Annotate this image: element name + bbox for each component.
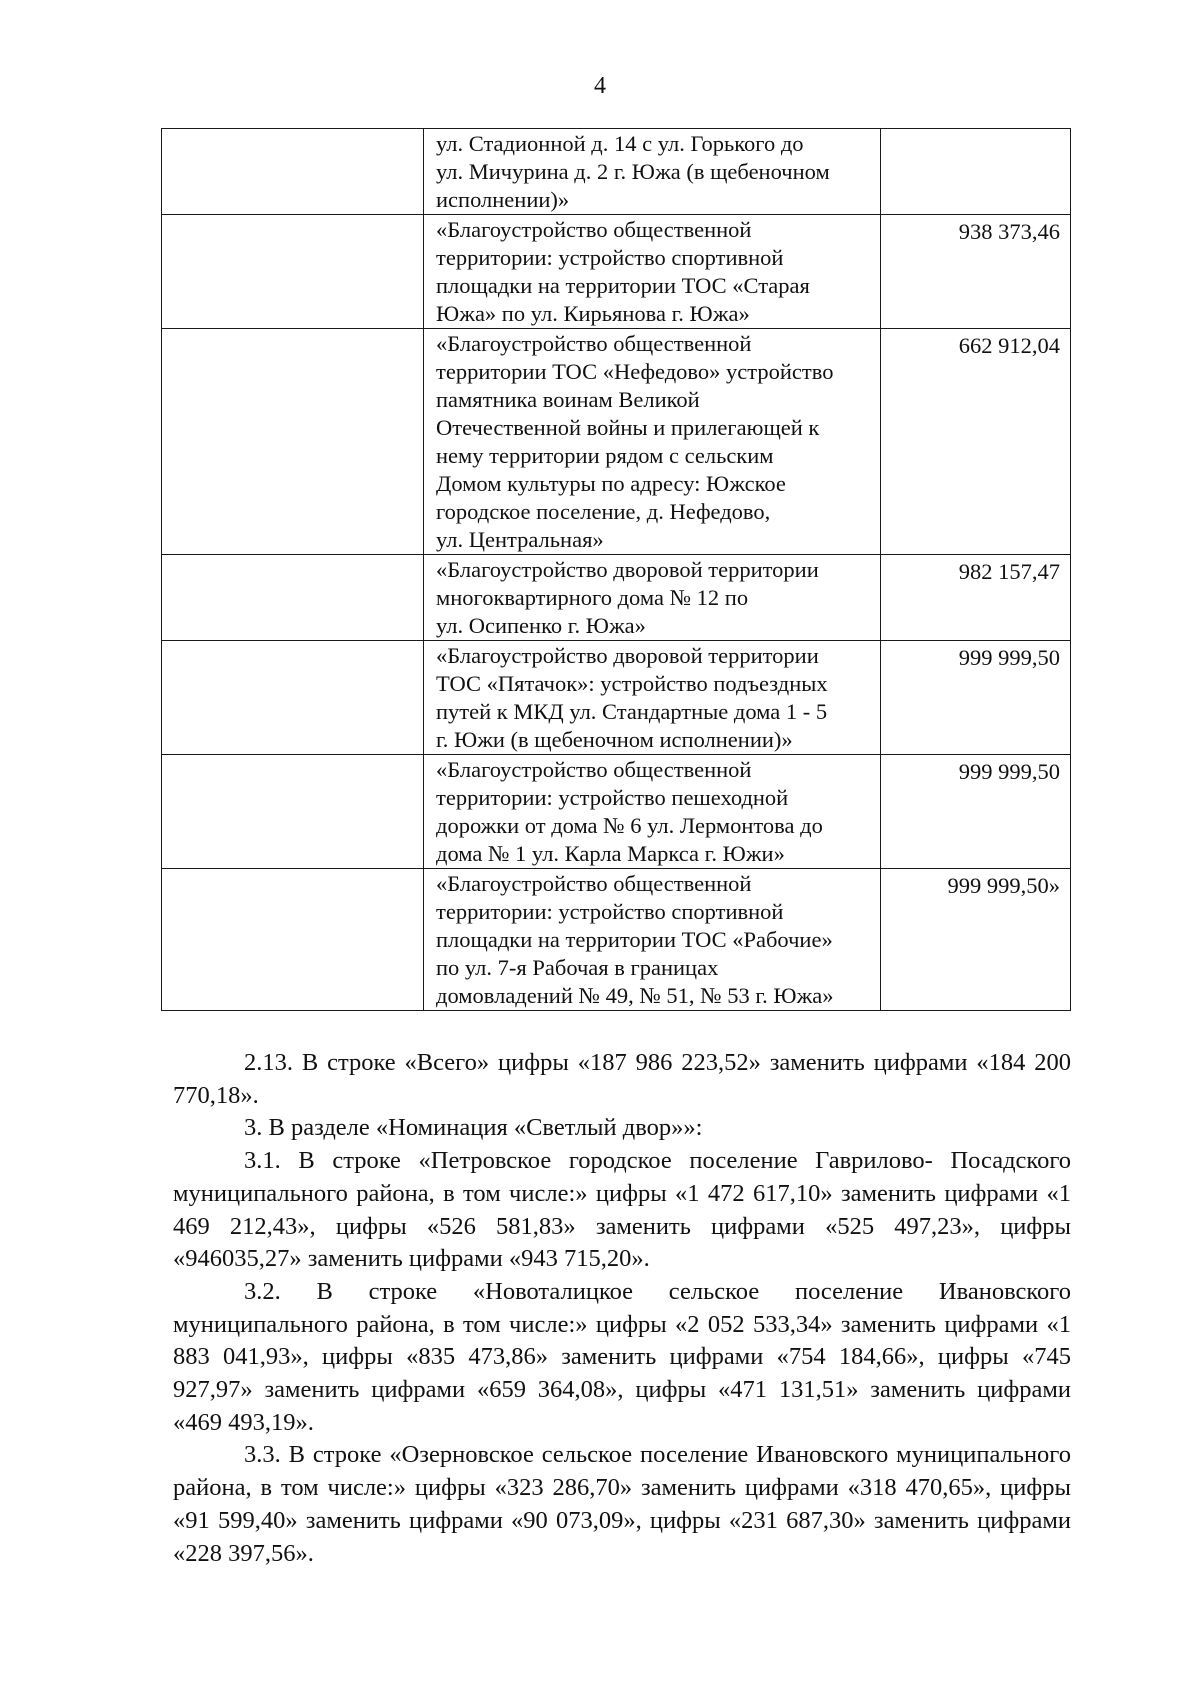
amendment-paragraph: [173, 1112, 1071, 1145]
funding-table: [161, 128, 1071, 1011]
description-line: по ул. 7-я Рабочая в границах: [436, 955, 719, 980]
paragraph-line: цифрами «318 470,65», цифры «91 599,40» заменить цифрами: [173, 1474, 1071, 1534]
paragraph-line: 3.1. В строке «Петровское городское поселение Гаврилово-: [244, 1147, 933, 1175]
paragraph-line: 2.13. В строке «Всего» цифры «187 986 223,52» заменить цифрами: [244, 1049, 968, 1076]
paragraph-line: 3.2. В строке «Новоталицкое сельское поселение Ивановского: [244, 1277, 1071, 1305]
description-line: дорожки от дома № 6 ул. Лермонтова до: [436, 813, 823, 838]
amount-cell: 999 999,50: [881, 641, 1071, 755]
paragraph-line: муниципального района, в том числе:» цифры «323 286,70» заменить: [173, 1441, 1071, 1502]
paragraph-line: «90 073,09», цифры «231 687,30» заменить цифрами «228 397,56».: [173, 1506, 1071, 1567]
amount-cell: [881, 129, 1071, 215]
amendment-text: [173, 1047, 1071, 1570]
project-description-cell: [424, 215, 881, 329]
table-row: [162, 555, 1071, 641]
project-description-cell: [424, 329, 881, 555]
paragraph-line: цифрами «1 883 041,93», цифры «835 473,86» заменить цифрами: [173, 1310, 1071, 1371]
description-line: ТОС «Пятачок»: устройство подъездных: [436, 671, 828, 696]
description-line: территории: устройство пешеходной: [436, 785, 789, 810]
amount-cell: 662 912,04: [881, 329, 1071, 555]
description-line: домовладений № 49, № 51, № 53 г. Южа»: [436, 983, 834, 1008]
description-line: площадки на территории ТОС «Старая: [436, 273, 810, 298]
description-line: многоквартирного дома № 12 по: [436, 585, 749, 610]
description-line: городское поселение, д. Нефедово,: [436, 499, 771, 524]
description-line: путей к МКД ул. Стандартные дома 1 - 5: [436, 699, 828, 724]
description-line: «Благоустройство общественной: [436, 331, 752, 356]
amendment-paragraph: [173, 1439, 1071, 1570]
table-row: [162, 329, 1071, 555]
empty-cell: [162, 641, 424, 755]
description-line: нему территории рядом с сельским: [436, 443, 774, 468]
description-line: Домом культуры по адресу: Южское: [436, 471, 786, 496]
empty-cell: [162, 329, 424, 555]
paragraph-line: муниципального района, в том числе:» цифры «2 052 533,34» заменить: [173, 1310, 936, 1338]
paragraph-line: 3.3. В строке «Озерновское сельское поселение Ивановского: [244, 1441, 889, 1469]
paragraph-line: «184 200 770,18».: [173, 1049, 1072, 1109]
page-number: 4: [594, 73, 606, 99]
description-line: ул. Осипенко г. Южа»: [436, 613, 646, 638]
description-line: ул. Центральная»: [436, 527, 604, 552]
paragraph-line: заменить цифрами «1 469 212,43», цифры «526 581,83» заменить цифрами: [173, 1179, 1071, 1240]
description-line: «Благоустройство общественной: [436, 217, 752, 242]
empty-cell: [162, 215, 424, 329]
table-row: [162, 641, 1071, 755]
paragraph-line: Посадского муниципального района, в том числе:» цифры «1 472 617,10»: [173, 1147, 1072, 1207]
project-description-cell: [424, 869, 881, 1011]
paragraph-line: «754 184,66», цифры «745 927,97» заменить цифрами «659 364,08»,: [173, 1343, 1072, 1404]
empty-cell: [162, 869, 424, 1011]
amount-cell: 999 999,50: [881, 755, 1071, 869]
table-row: [162, 215, 1071, 329]
description-line: «Благоустройство общественной: [436, 871, 752, 896]
amount-cell: 982 157,47: [881, 555, 1071, 641]
amount-cell: 938 373,46: [881, 215, 1071, 329]
description-line: территории: устройство спортивной: [436, 899, 784, 924]
description-line: дома № 1 ул. Карла Маркса г. Южи»: [436, 841, 785, 866]
description-line: Отечественной войны и прилегающей к: [436, 415, 820, 440]
amendment-paragraph: [173, 1145, 1071, 1276]
description-line: площадки на территории ТОС «Рабочие»: [436, 927, 833, 952]
description-line: г. Южи (в щебеночном исполнении)»: [436, 727, 793, 752]
project-description-cell: [424, 641, 881, 755]
table-row: [162, 129, 1071, 215]
empty-cell: [162, 555, 424, 641]
empty-cell: [162, 755, 424, 869]
description-line: памятника воинам Великой: [436, 387, 700, 412]
table-row: [162, 869, 1071, 1011]
amendment-paragraph: [173, 1276, 1071, 1440]
paragraph-line: цифры «471 131,51» заменить цифрами «469 493,19».: [173, 1376, 1071, 1436]
description-line: «Благоустройство дворовой территории: [436, 643, 819, 668]
amount-cell: 999 999,50»: [881, 869, 1071, 1011]
description-line: Южа» по ул. Кирьянова г. Южа»: [436, 301, 750, 326]
description-line: ул. Мичурина д. 2 г. Южа (в щебеночном: [436, 159, 830, 184]
description-line: исполнении)»: [436, 187, 570, 212]
paragraph-line: 3. В разделе «Номинация «Светлый двор»»:: [244, 1114, 703, 1142]
paragraph-line: «525 497,23», цифры «946035,27» заменить цифрами «943 715,20».: [173, 1212, 1071, 1273]
project-description-cell: [424, 129, 881, 215]
table-row: [162, 755, 1071, 869]
description-line: «Благоустройство общественной: [436, 757, 752, 782]
description-line: территории: устройство спортивной: [436, 245, 784, 270]
description-line: территории ТОС «Нефедово» устройство: [436, 359, 834, 384]
description-line: «Благоустройство дворовой территории: [436, 557, 819, 582]
project-description-cell: [424, 555, 881, 641]
description-line: ул. Стадионной д. 14 с ул. Горького до: [436, 131, 804, 156]
empty-cell: [162, 129, 424, 215]
project-description-cell: [424, 755, 881, 869]
amendment-paragraph: [173, 1047, 1071, 1112]
funding-table-body: [162, 129, 1071, 1011]
